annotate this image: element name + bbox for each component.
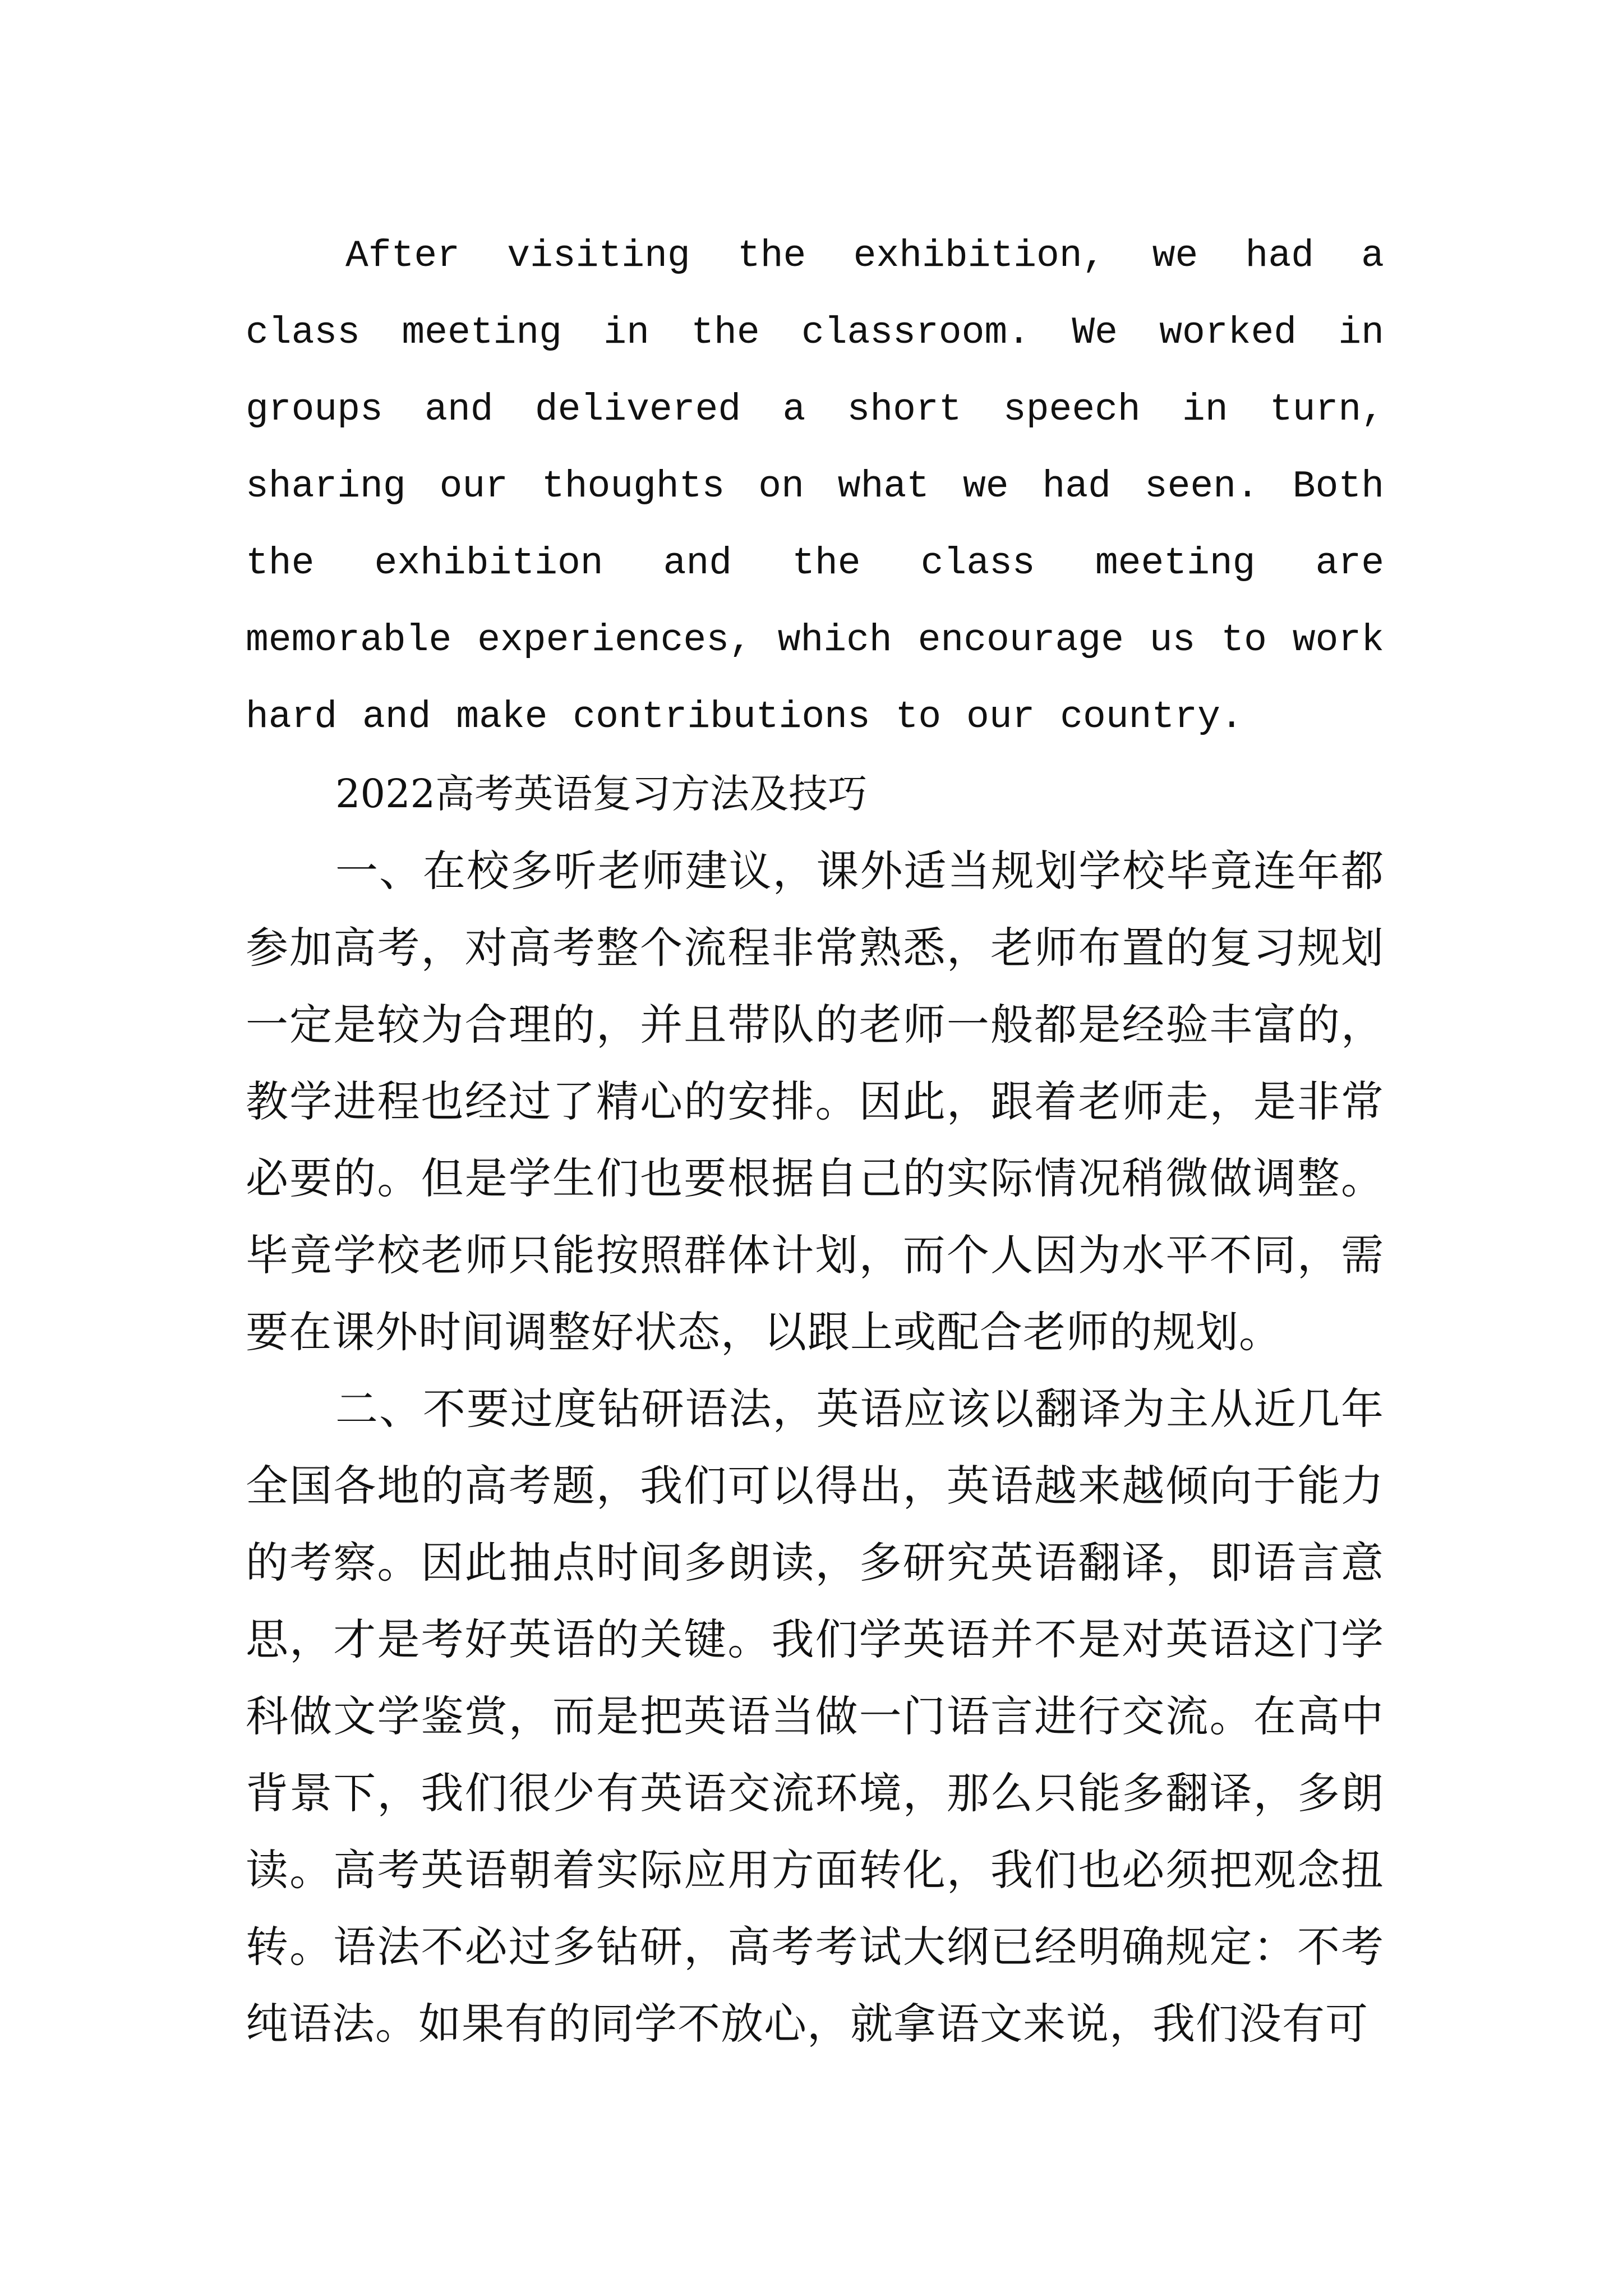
paragraph-2: 二、不要过度钻研语法，英语应该以翻译为主从近几年全国各地的高考题，我们可以得出，英语越来越倾向于能力的考察。因此抽点时间多朗读，多研究英语翻译，即语言意思，才是考好英语的关键。我们学英语并不是对英语这门学科做文学鉴赏，而是把英语当做一门语言进行交流。在高中背景下，我们很少有英语交流环境，那么只能多翻译，多朗读。高考英语朝着实际应用方面转化，我们也必须把观念扭转。语法不必过多钻研，高考考试大纲已经明确规定：不考纯语法。如果有的同学不放心，就拿语文来说，我们没有可 (246, 1384, 1384, 2049)
document-body (246, 218, 1384, 2062)
section-heading: 2022高考英语复习方法及技巧 (335, 771, 868, 817)
paragraph-1: 一、在校多听老师建议，课外适当规划学校毕竟连年都参加高考，对高考整个流程非常熟悉，老师布置的复习规划一定是较为合理的，并且带队的老师一般都是经验丰富的，教学进程也经过了精心的安排。因此，跟着老师走，是非常必要的。但是学生们也要根据自己的实际情况稍微做调整。毕竟学校老师只能按照群体计划，而个人因为水平不同，需要在课外时间调整好状态，以跟上或配合老师的规划。 (246, 846, 1384, 1357)
english-paragraph: After visiting the exhibition, we had a class meeting in the classroom. We worked in groups and delivered a short speech in turn, sharing our thoughts on what we had seen. Both the exhibition and the class meeting are memorable experiences, which encourage us to work hard and make contributions to our country. (246, 234, 1384, 739)
